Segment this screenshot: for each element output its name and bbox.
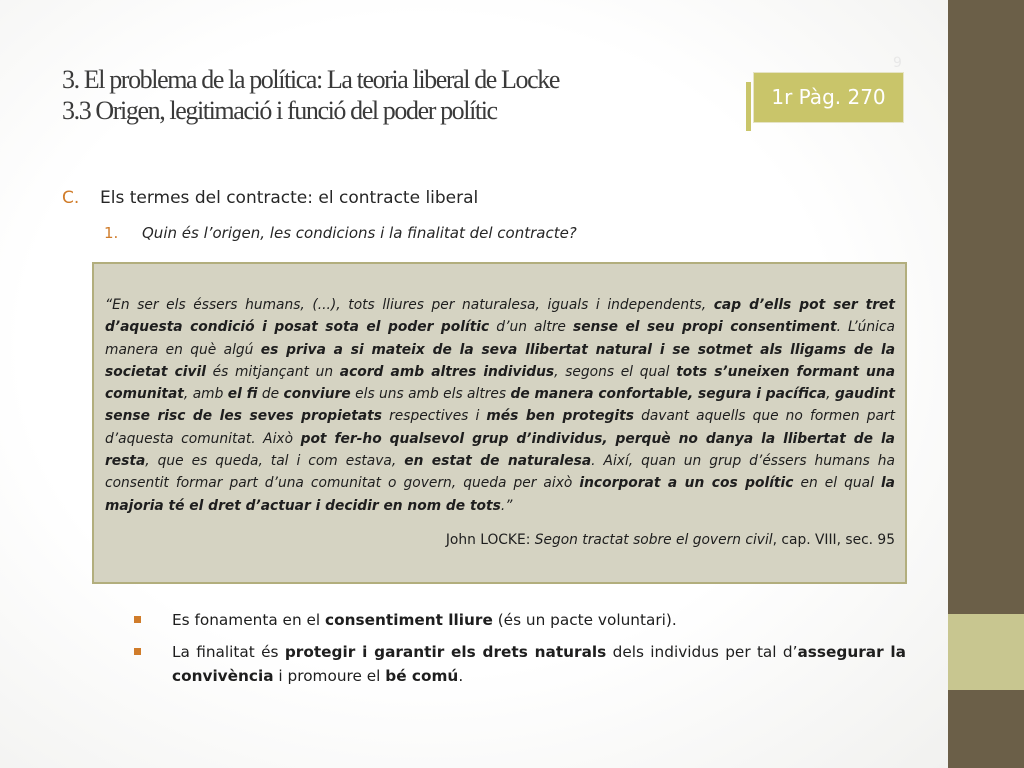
quote-emphasis: gaudint sense risc de les seves propietats — [105, 386, 895, 425]
bullet-emphasis: assegurar la convivència — [172, 643, 906, 685]
bullet-segment: Es fonamenta en el — [172, 611, 326, 629]
quote-segment: davant aquells que no formen part d’aquesta comunitat. Això — [105, 408, 895, 447]
title-line-2: 3.3 Origen, legitimació i funció del poder polític — [62, 96, 497, 125]
bullet-segment: La finalitat és — [172, 643, 285, 661]
quote-segment: respectives i — [382, 408, 487, 425]
quote-segment: . Així, quan un grup d’éssers humans ha consentit formar part d’una comunitat o govern, queda per això — [105, 453, 895, 492]
bullet-segment: dels individus per tal d’ — [606, 643, 798, 661]
citation-work: Segon tractat sobre el govern civil — [534, 531, 773, 548]
quote-emphasis: pot fer-ho qualsevol grup d’individus, perquè no danya la llibertat de la resta — [105, 430, 895, 470]
bullet-list — [134, 608, 906, 696]
bullet-segment: . — [458, 667, 464, 685]
quote-emphasis: es priva a si mateix de la seva llibertat natural i se sotmet als lligams de la societat civil — [105, 341, 896, 380]
quote-segment: .” — [500, 497, 513, 514]
quote-segment: , — [826, 386, 835, 403]
sidebar-accent-block — [948, 614, 1024, 690]
page-reference-badge: 1r Pàg. 270 — [754, 73, 903, 122]
quote-box — [92, 262, 907, 584]
quote-segment: els uns amb els altres — [350, 386, 511, 403]
quote-emphasis: més ben protegits — [486, 408, 634, 425]
quote-emphasis: el fi — [227, 386, 258, 403]
quote-segment: en el qual — [793, 475, 881, 492]
quote-segment: d’un altre — [489, 319, 573, 336]
slide-number: 9 — [893, 55, 902, 71]
quote-segment: , segons el qual — [554, 363, 677, 380]
quote-segment: “En ser els éssers humans, (...), tots lliures per naturalesa, iguals i independents, — [105, 297, 714, 313]
quote-emphasis: la majoria té el dret d’actuar i decidir en nom de tots — [105, 475, 895, 514]
quote-emphasis: de manera confortable, segura i pacífica — [510, 386, 827, 403]
outline-level2-text: Quin és l’origen, les condicions i la finalitat del contracte? — [142, 224, 577, 242]
quote-citation — [105, 529, 895, 551]
quote-text — [105, 294, 895, 517]
citation-author: John LOCKE: — [445, 531, 535, 548]
outline-level1-text: Els termes del contracte: el contracte liberal — [100, 188, 479, 208]
quote-segment: és mitjançant un — [205, 363, 340, 380]
bullet-segment: i promoure el — [273, 667, 386, 685]
slide-title — [62, 64, 742, 126]
citation-reference: , cap. VIII, sec. 95 — [772, 531, 895, 548]
quote-emphasis: tots s’uneixen formant una comunitat — [105, 363, 896, 403]
quote-segment: de — [257, 386, 284, 403]
bullet-item — [134, 608, 906, 632]
quote-segment: . L’única manera en què algú — [105, 319, 895, 358]
bullet-square-icon — [134, 616, 141, 623]
page-ref-accent-line — [746, 82, 751, 131]
quote-emphasis: cap d’ells pot ser tret d’aquesta condició i posat sota el poder polític — [105, 297, 895, 336]
bullet-emphasis: consentiment lliure — [325, 611, 493, 629]
bullet-square-icon — [134, 648, 141, 655]
quote-segment: , que es queda, tal i com estava, — [145, 453, 405, 470]
quote-emphasis: sense el seu propi consentiment — [572, 319, 837, 336]
outline-level2-marker: 1. — [104, 224, 119, 242]
bullet-emphasis: protegir i garantir els drets naturals — [284, 643, 607, 661]
quote-emphasis: acord amb altres individus — [339, 363, 555, 380]
quote-segment: , amb — [183, 386, 228, 403]
bullet-emphasis: bé comú — [385, 667, 459, 685]
quote-emphasis: conviure — [283, 386, 351, 403]
bullet-item — [134, 640, 906, 688]
title-line-1: 3. El problema de la política: La teoria liberal de Locke — [62, 65, 560, 94]
outline-level1-item — [62, 186, 478, 210]
bullet-segment: (és un pacte voluntari). — [492, 611, 677, 629]
quote-emphasis: incorporat a un cos polític — [579, 475, 794, 492]
outline-level1-marker: C. — [62, 188, 80, 208]
quote-emphasis: en estat de naturalesa — [404, 453, 592, 470]
outline-level2-item — [104, 222, 577, 244]
